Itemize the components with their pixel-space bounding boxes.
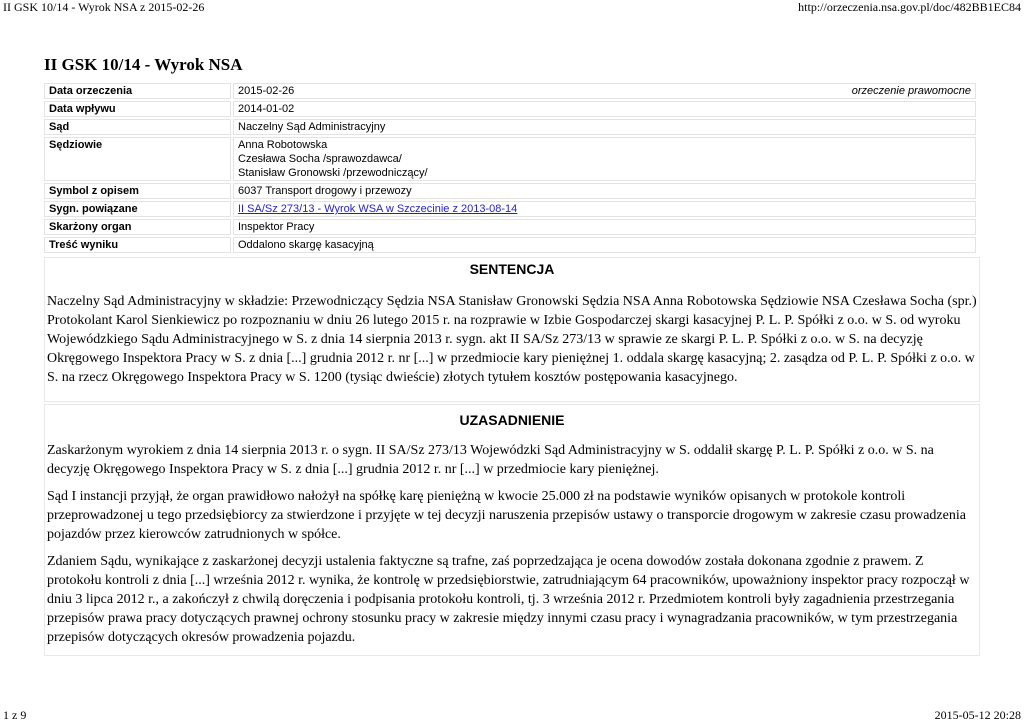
related-case-cell: [233, 201, 976, 217]
related-case-link[interactable]: II SA/Sz 273/13 - Wyrok WSA w Szczecinie z 2013-08-14: [238, 203, 518, 215]
court-name: Naczelny Sąd Administracyjny: [233, 119, 976, 135]
row-label: Treść wyniku: [44, 237, 231, 253]
row-label: Data wpływu: [44, 101, 231, 117]
sentencja-text: Naczelny Sąd Administracyjny w składzie: Przewodniczący Sędzia NSA Stanisław Gronowski Sędzia NSA Anna Robotowska Sędziowie NSA Czesława Socha (spr.) Protokolant Karol Sienkiewicz po rozpoznaniu w dniu 26 lutego 2015 r. na rozprawie w Izbie Gospodarczej skargi kasacyjnej P. L. P. Spółki z o.o. w S. od wyroku Wojewódzkiego Sądu Administracyjnego w S. z dnia 14 sierpnia 2013 r. sygn. akt II SA/Sz 273/13 w sprawie ze skargi P. L. P. Spółki z o.o. w S. na decyzję Okręgowego Inspektora Pracy w S. z dnia [...] grudnia 2012 r. nr [...] w przedmiocie kary pieniężnej 1. oddala skargę kasacyjną; 2. zasądza od P. L. P. Spółki z o.o. w S. na rzecz Okręgowego Inspektora Pracy w S. 1200 (tysiąc dwieście) złotych tytułem kosztów postępowania kasacyjnego.: [47, 294, 977, 385]
case-symbol: 6037 Transport drogowy i przewozy: [233, 183, 976, 199]
uzasadnienie-paragraph: Zaskarżonym wyrokiem z dnia 14 sierpnia 2013 r. o sygn. II SA/Sz 273/13 Wojewódzki Sąd Administracyjny w S. oddalił skargę P. L. P. Spółki z o.o. w S. na decyzję Okręgowego Inspektora Pracy w S. z dnia [...] grudnia 2012 r. nr [...] w przedmiocie kary pieniężnej.: [47, 443, 934, 477]
row-label: Sąd: [44, 119, 231, 135]
uzasadnienie-heading: UZASADNIENIE: [459, 412, 565, 428]
judges-list: [233, 137, 976, 181]
row-label: Symbol z opisem: [44, 183, 231, 199]
finality-status: orzeczenie prawomocne: [851, 85, 971, 97]
table-row: [44, 183, 976, 199]
table-row: [44, 219, 976, 235]
sentencja-heading: SENTENCJA: [469, 261, 555, 277]
metadata-table: [42, 81, 978, 255]
table-row: [44, 119, 976, 135]
uzasadnienie-paragraph: Zdaniem Sądu, wynikające z zaskarżonej decyzji ustalenia faktyczne są trafne, zaś poprzedzająca je ocena dowodów została dokonana zgodnie z prawem. Z protokołu kontroli z dnia [...] września 2012 r. wynika, że kontrolę w przedsiębiorstwie, zatrudniającym 64 pracowników, upoważniony inspektor pracy rozpoczął w dniu 3 lipca 2012 r., a zakończył z chwilą doręczenia i podpisania protokołu kontroli, tj. 3 września 2012 r. Przedmiotem kontroli były zagadnienia przestrzegania przepisów prawa pracy dotyczących prawnej ochrony stosunku pracy w zakresie między innymi czasu pracy i wynagradzania pracowników, w tym przestrzegania przepisów dotyczących okresów prowadzenia pojazdu.: [47, 554, 970, 645]
page-title: II GSK 10/14 - Wyrok NSA: [44, 55, 243, 74]
print-header-url: http://orzeczenia.nsa.gov.pl/doc/482BB1EC84: [798, 0, 1021, 14]
print-header-title: II GSK 10/14 - Wyrok NSA z 2015-02-26: [3, 0, 205, 14]
table-row: [44, 101, 976, 117]
table-row: [44, 237, 976, 253]
table-row: [44, 201, 976, 217]
judgment-date: 2015-02-26: [238, 85, 295, 97]
page-number: 1 z 9: [3, 708, 27, 722]
uzasadnienie-section: [44, 404, 980, 656]
judge-name: Czesława Socha /sprawozdawca/: [238, 153, 402, 165]
judge-name: Stanisław Gronowski /przewodniczący/: [238, 167, 428, 179]
uzasadnienie-paragraph: Sąd I instancji przyjął, że organ prawidłowo nałożył na spółkę karę pieniężną w kwocie 25.000 zł na podstawie wyników opisanych w protokole kontroli przeprowadzonej u tego przedsiębiorcy za stwierdzone i przyjęte w tej decyzji naruszenia przepisów ustawy o transporcie drogowym w zakresie czasu prowadzenia pojazdów przez kierowców zatrudnionych w spółce.: [47, 489, 966, 542]
judge-name: Anna Robotowska: [238, 139, 328, 151]
row-label: Skarżony organ: [44, 219, 231, 235]
result-text: Oddalono skargę kasacyjną: [233, 237, 976, 253]
document: [44, 54, 980, 656]
print-datetime: 2015-05-12 20:28: [934, 708, 1021, 722]
row-value: [233, 83, 976, 99]
row-label: Data orzeczenia: [44, 83, 231, 99]
table-row: [44, 137, 976, 181]
table-row: [44, 83, 976, 99]
row-label: Sędziowie: [44, 137, 231, 181]
receipt-date: 2014-01-02: [233, 101, 976, 117]
row-label: Sygn. powiązane: [44, 201, 231, 217]
challenged-authority: Inspektor Pracy: [233, 219, 976, 235]
sentencja-section: [44, 257, 980, 402]
